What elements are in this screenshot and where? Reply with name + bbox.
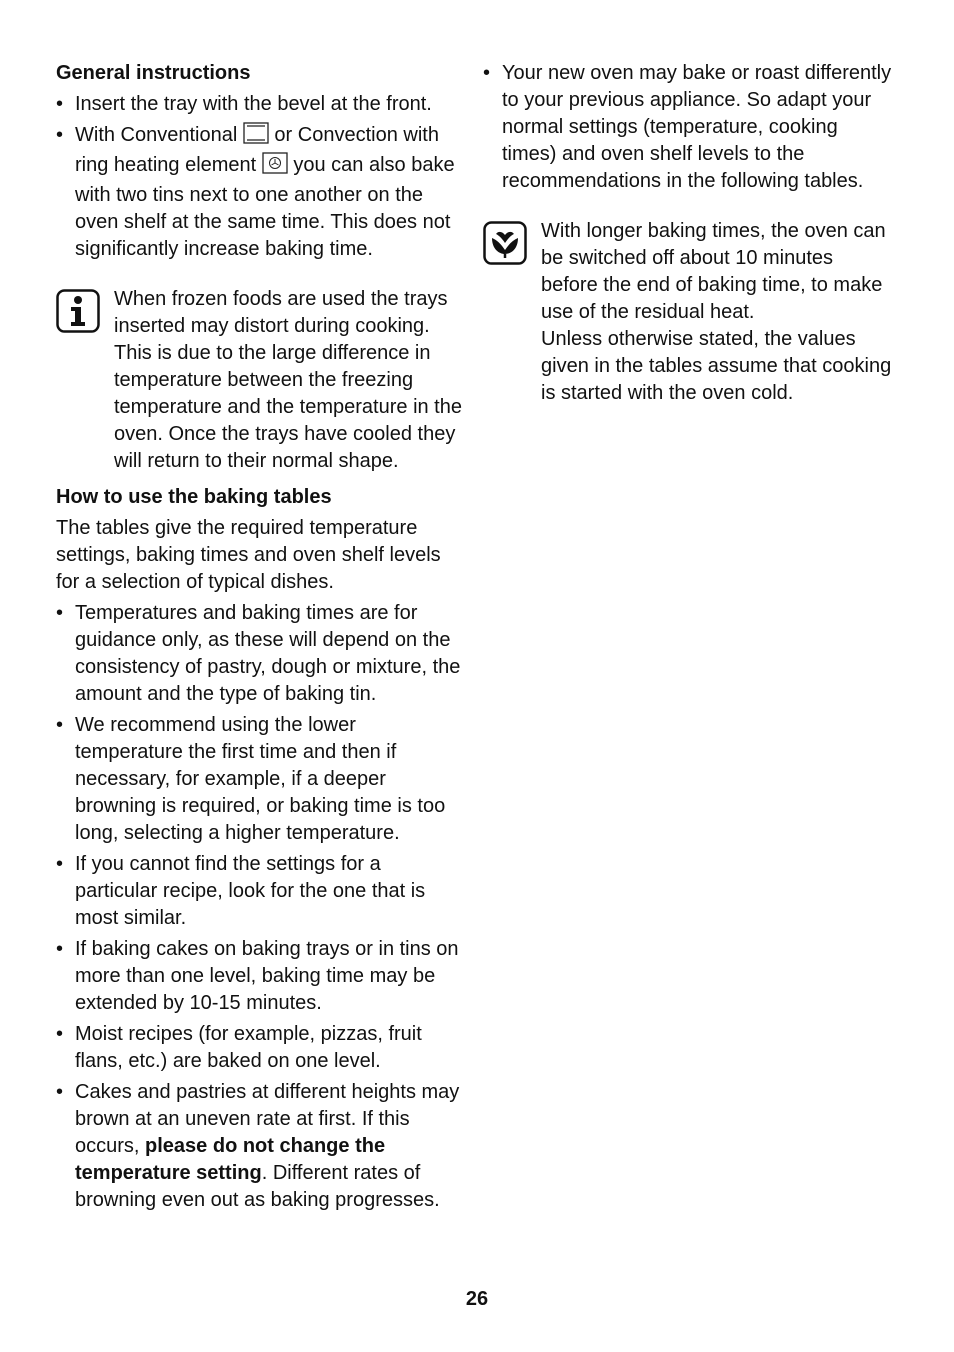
- bullet-icon: •: [483, 62, 491, 84]
- page-number: 26: [465, 1288, 489, 1310]
- convection-fan-icon: [262, 152, 288, 182]
- eco-note: [483, 218, 893, 407]
- list-item: [56, 712, 466, 847]
- list-item: [56, 936, 466, 1017]
- bullet-icon: •: [56, 714, 64, 736]
- bullet-icon: •: [56, 93, 64, 115]
- right-column: [483, 60, 893, 407]
- list-item: [56, 851, 466, 932]
- general-instructions-heading: General instructions: [56, 62, 251, 84]
- baking-tables-intro: The tables give the required temperature settings, baking times and oven shelf levels for a selection of typical dishes.: [56, 517, 441, 593]
- list-item: [56, 600, 466, 708]
- baking-tables-heading: How to use the baking tables: [56, 486, 332, 508]
- list-item-text: If baking cakes on baking trays or in tins on more than one level, baking time may be extended by 10-15 minutes.: [75, 938, 459, 1014]
- list-item: [483, 60, 893, 195]
- list-item-text: If you cannot find the settings for a particular recipe, look for the one that is most similar.: [75, 853, 426, 929]
- list-item: [56, 91, 466, 118]
- eco-note-text: With longer baking times, the oven can be switched off about 10 minutes before the end of baking time, to make use of the residual heat.: [541, 220, 886, 323]
- emphasis-text: please do not change the temperature setting: [75, 1135, 386, 1184]
- bullet-icon: •: [56, 124, 64, 146]
- bullet-icon: •: [56, 938, 64, 960]
- info-note-text: When frozen foods are used the trays inserted may distort during cooking. This is due to the large difference in temperature between the freezing temperature and the temperature in the oven. Once the trays have cooled they will return to their normal shape.: [114, 288, 462, 472]
- list-item-text: Moist recipes (for example, pizzas, fruit flans, etc.) are baked on one level.: [75, 1023, 422, 1072]
- list-item-text: Temperatures and baking times are for guidance only, as these will depend on the consistency of pastry, dough or mixture, the amount and the type of baking tin.: [75, 602, 461, 705]
- list-item-text: Insert the tray with the bevel at the front.: [75, 93, 432, 115]
- general-instructions-list: [56, 91, 466, 263]
- left-column: [56, 60, 466, 1214]
- list-item-text: Your new oven may bake or roast differently to your previous appliance. So adapt your normal settings (temperature, cooking times) and oven shelf levels to the recommendations in the following tables.: [502, 62, 892, 192]
- right-list: [483, 60, 893, 195]
- bullet-icon: •: [56, 1081, 64, 1103]
- list-item-text-part: Cakes and pastries at different heights may brown at an uneven rate at first. If this occurs,: [75, 1081, 460, 1157]
- conventional-heat-icon: [243, 122, 269, 152]
- list-item-text-part: you can also bake with two tins next to one another on the oven shelf at the same time. This does not significantly increase baking time.: [75, 154, 455, 260]
- bullet-icon: •: [56, 1023, 64, 1045]
- eco-note-text-2: Unless otherwise stated, the values given in the tables assume that cooking is started with the oven cold.: [541, 328, 892, 404]
- bullet-icon: •: [56, 853, 64, 875]
- bullet-icon: •: [56, 602, 64, 624]
- list-item-text-part: With Conventional: [75, 124, 243, 146]
- list-item: [56, 122, 466, 263]
- list-item: [56, 1079, 466, 1214]
- list-item: [56, 1021, 466, 1075]
- list-item-text-part: or Convection with ring heating element: [75, 124, 439, 176]
- list-item-text: We recommend using the lower temperature the first time and then if necessary, for example, if a deeper browning is required, or baking time is too long, selecting a higher temperature.: [75, 714, 446, 844]
- baking-tables-list: [56, 600, 466, 1214]
- eco-leaf-icon: [483, 221, 527, 265]
- list-item-text-part: . Different rates of browning even out as baking progresses.: [75, 1162, 440, 1211]
- info-icon: [56, 289, 100, 333]
- info-note: [56, 286, 466, 475]
